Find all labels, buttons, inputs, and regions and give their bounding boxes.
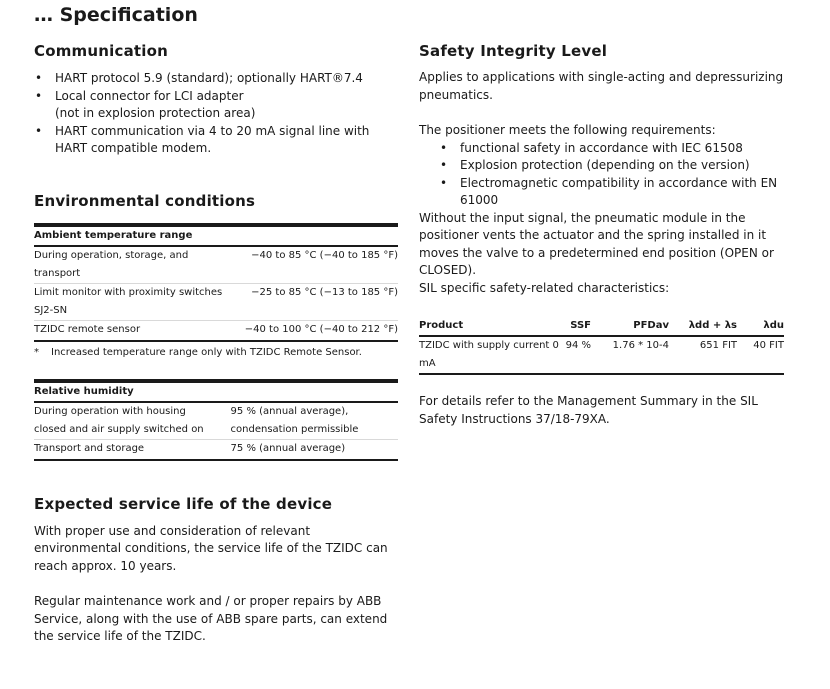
requirements-lead: The positioner meets the following requirements: (419, 123, 716, 137)
communication-heading: Communication (34, 42, 168, 60)
communication-list (34, 70, 398, 158)
table-header: λdu (737, 317, 784, 336)
table-header: Relative humidity (34, 383, 398, 403)
sil-table (419, 317, 784, 375)
table-header: Ambient temperature range (34, 227, 398, 247)
table-header: PFDav (591, 317, 669, 336)
sil-intro: Applies to applications with single-acting and depressurizing pneumatics. (419, 70, 784, 102)
no-signal-paragraph: Without the input signal, the pneumatic module in the positioner vents the actuator and the spring installed in it moves the valve to a predetermined end position (OPEN or CLOSED). (419, 210, 774, 277)
service-life-heading: Expected service life of the device (34, 494, 333, 513)
page-title: … Specification (34, 4, 198, 26)
table-header: Product (419, 317, 559, 336)
right-column (419, 42, 789, 428)
table-row: Limit monitor with proximity switches SJ2-SN −25 to 85 °C (−13 to 185 °F) (34, 284, 398, 321)
list-item: • HART protocol 5.9 (standard); optionally HART®7.4 (34, 70, 398, 88)
table-row: During operation with housing closed and air supply switched on 95 % (annual average), condensation permissible (34, 402, 398, 440)
service-life-paragraph-2: Regular maintenance work and / or proper repairs by ABB Service, along with the use of ABB spare parts, can extend the service life of the TZIDC. (34, 594, 388, 643)
table-row: TZIDC remote sensor −40 to 100 °C (−40 to 212 °F) (34, 321, 398, 341)
table-header: λdd + λs (669, 317, 737, 336)
requirements-list (419, 140, 789, 210)
environmental-heading: Environmental conditions (34, 191, 256, 210)
footnote: * Increased temperature range only with TZIDC Remote Sensor. (34, 346, 362, 358)
ambient-temperature-table (34, 223, 398, 342)
list-item: • Explosion protection (depending on the version) (439, 157, 789, 175)
table-header: SSF (559, 317, 591, 336)
list-item: • functional safety in accordance with IEC 61508 (439, 140, 789, 158)
list-item: • Electromagnetic compatibility in accordance with EN 61000 (439, 175, 789, 210)
service-life-paragraph: With proper use and consideration of relevant environmental conditions, the service life of the TZIDC can reach approx. 10 years. (34, 523, 388, 573)
details-paragraph: For details refer to the Management Summary in the SIL Safety Instructions 37/18-79XA. (419, 394, 758, 426)
table-row: During operation, storage, and transport −40 to 85 °C (−40 to 185 °F) (34, 246, 398, 284)
relative-humidity-table (34, 379, 398, 461)
table-row: TZIDC with supply current 0 mA 94 % 1.76 * 10-4 651 FIT 40 FIT (419, 336, 784, 374)
list-item: • HART communication via 4 to 20 mA signal line with HART compatible modem. (34, 123, 398, 158)
list-item: • Local connector for LCI adapter (not in explosion protection area) (34, 88, 398, 123)
characteristics-lead: SIL specific safety-related characteristics: (419, 280, 670, 295)
table-row: Transport and storage 75 % (annual average) (34, 440, 398, 460)
left-column (34, 42, 398, 646)
sil-heading: Safety Integrity Level (419, 42, 608, 60)
